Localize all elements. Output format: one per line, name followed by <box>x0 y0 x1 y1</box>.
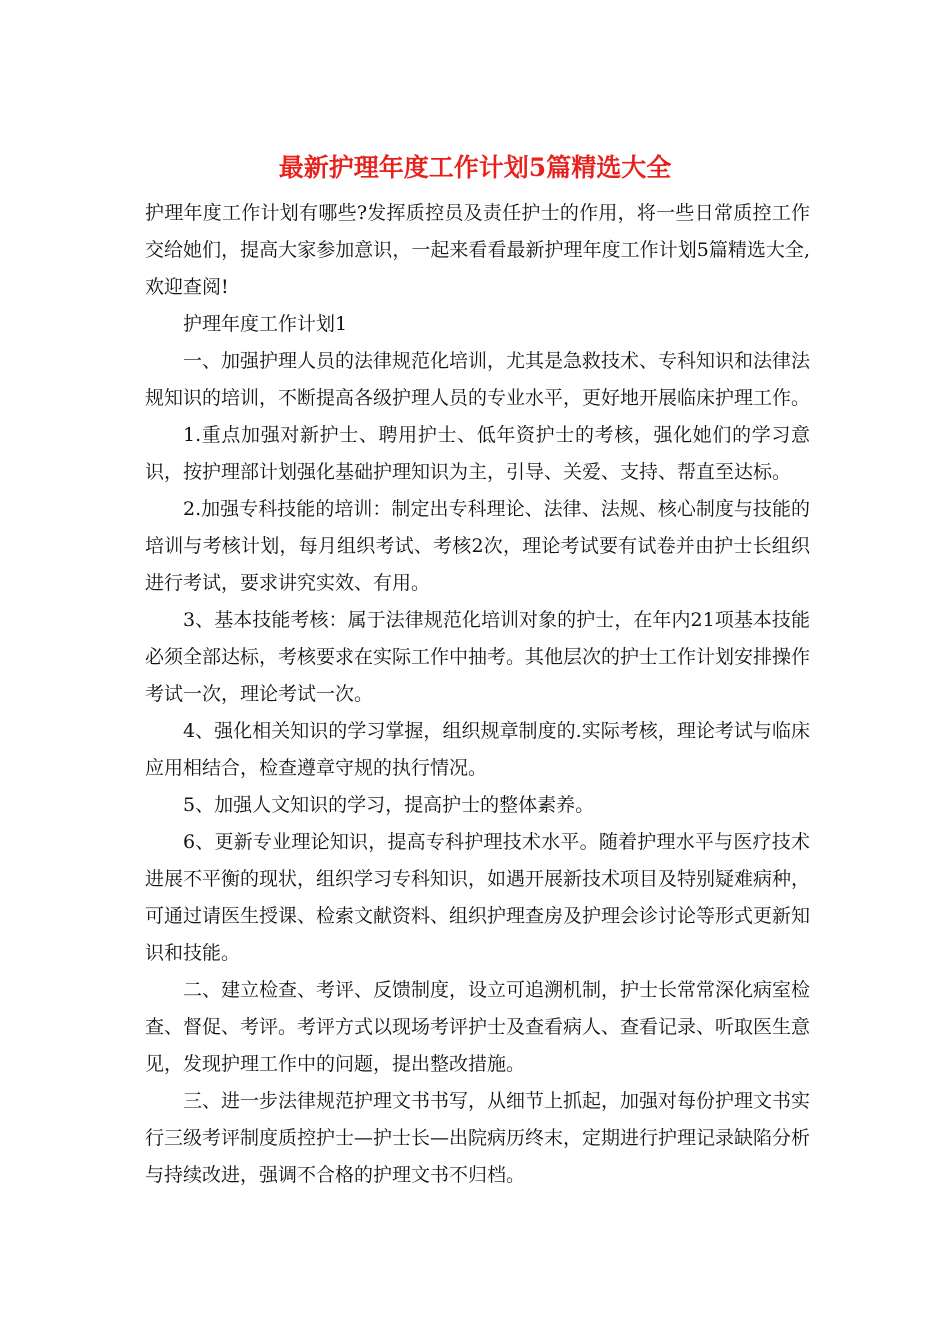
document-body <box>145 195 810 1194</box>
intro-paragraph: 护理年度工作计划有哪些?发挥质控员及责任护士的作用，将一些日常质控工作交给她们，提高大家参加意识，一起来看看最新护理年度工作计划5篇精选大全,欢迎查阅! <box>145 202 810 298</box>
body-paragraph: 5、加强人文知识的学习，提高护士的整体素养。 <box>183 794 595 816</box>
section-heading: 护理年度工作计划1 <box>183 313 348 335</box>
body-paragraph: 二、建立检查、考评、反馈制度，设立可追溯机制，护士长常常深化病室检查、督促、考评。考评方式以现场考评护士及查看病人、查看记录、听取医生意见，发现护理工作中的问题，提出整改措施。 <box>145 979 811 1075</box>
body-paragraph: 2.加强专科技能的培训：制定出专科理论、法律、法规、核心制度与技能的培训与考核计划，每月组织考试、考核2次，理论考试要有试卷并由护士长组织进行考试，要求讲究实效、有用。 <box>145 498 810 594</box>
body-paragraph: 6、更新专业理论知识，提高专科护理技术水平。随着护理水平与医疗技术进展不平衡的现状，组织学习专科知识，如遇开展新技术项目及特别疑难病种，可通过请医生授课、检索文献资料、组织护理查房及护理会诊讨论等形式更新知识和技能。 <box>145 831 811 964</box>
body-paragraph: 一、加强护理人员的法律规范化培训，尤其是急救技术、专科知识和法律法规知识的培训，不断提高各级护理人员的专业水平，更好地开展临床护理工作。 <box>145 350 811 409</box>
body-paragraph: 4、强化相关知识的学习掌握，组织规章制度的.实际考核，理论考试与临床应用相结合，检查遵章守规的执行情况。 <box>145 720 810 779</box>
body-paragraph: 3、基本技能考核：属于法律规范化培训对象的护士，在年内21项基本技能必须全部达标，考核要求在实际工作中抽考。其他层次的护士工作计划安排操作考试一次，理论考试一次。 <box>145 609 811 705</box>
body-paragraph: 1.重点加强对新护士、聘用护士、低年资护士的考核，强化她们的学习意识，按护理部计划强化基础护理知识为主，引导、关爱、支持、帮直至达标。 <box>145 424 810 483</box>
body-paragraph: 三、进一步法律规范护理文书书写，从细节上抓起，加强对每份护理文书实行三级考评制度质控护士—护士长—出院病历终末，定期进行护理记录缺陷分析与持续改进，强调不合格的护理文书不归档。 <box>145 1090 811 1186</box>
document-title: 最新护理年度工作计划5篇精选大全 <box>278 153 672 182</box>
